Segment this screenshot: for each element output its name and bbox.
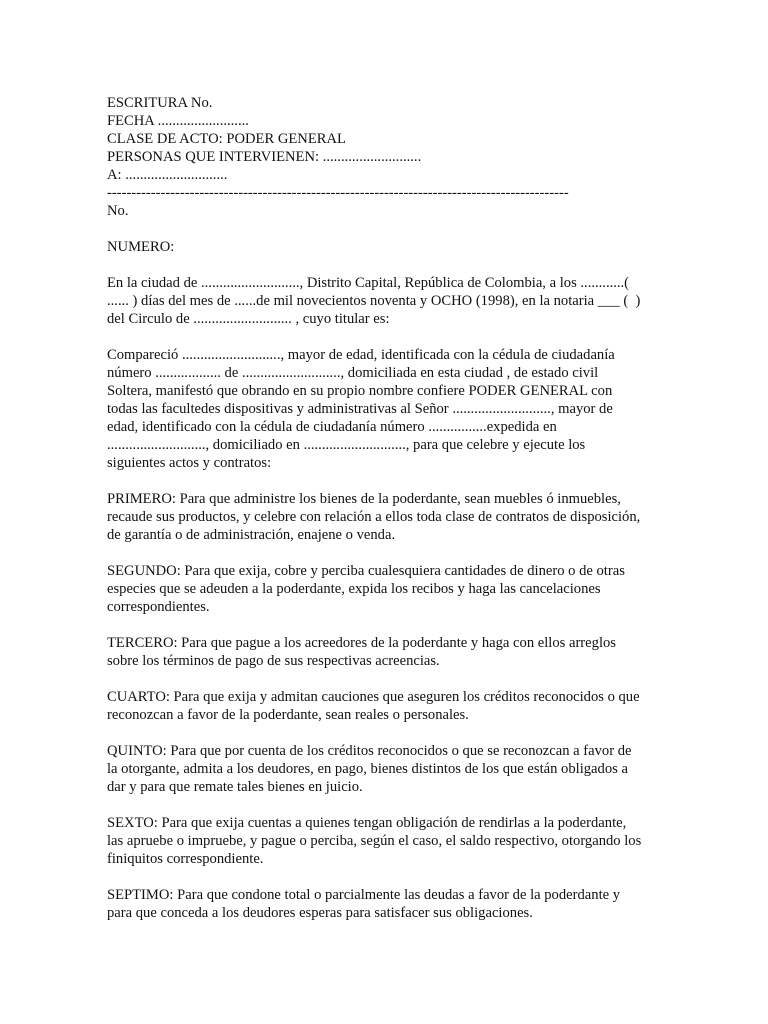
paragraph-line: dar y para que remate tales bienes en juicio.	[107, 779, 363, 795]
paragraph-line: número .................. de ..........................., domiciliada en esta ciudad , de estado civil	[107, 365, 599, 381]
paragraph-line: Soltera, manifestó que obrando en su propio nombre confiere PODER GENERAL con	[107, 383, 613, 399]
personas-line: PERSONAS QUE INTERVIENEN: ...........................	[107, 149, 422, 165]
spacer	[107, 220, 667, 238]
paragraph-line: sobre los términos de pago de sus respectivas acreencias.	[107, 653, 440, 669]
document-page	[107, 94, 667, 940]
paragraph-line: especies que se adeuden a la poderdante, expida los recibos y haga las cancelaciones	[107, 581, 601, 597]
paragraph-comparecio	[107, 346, 667, 472]
separator-line: -----------------------------------------------------------------------------------------------	[107, 185, 569, 201]
paragraph-line: ...... ) días del mes de ......de mil novecientos noventa y OCHO (1998), en la notaria ___ ( )	[107, 293, 641, 309]
a-line: A: ............................	[107, 167, 228, 183]
paragraph-line: SEXTO: Para que exija cuentas a quienes tengan obligación de rendirlas a la poderdante,	[107, 815, 627, 831]
clause-cuarto	[107, 688, 667, 724]
fecha-line: FECHA .........................	[107, 113, 249, 129]
paragraph-line: reconozcan a favor de la poderdante, sean reales o personales.	[107, 707, 469, 723]
paragraph-line: SEPTIMO: Para que condone total o parcialmente las deudas a favor de la poderdante y	[107, 887, 621, 903]
paragraph-line: ..........................., domiciliado en ............................, para que celebre y ejecute los	[107, 437, 586, 453]
clause-quinto	[107, 742, 667, 796]
numero-heading	[107, 238, 667, 256]
clause-tercero	[107, 634, 667, 670]
paragraph-line: la otorgante, admita a los deudores, en pago, bienes distintos de los que están obligados a	[107, 761, 628, 777]
paragraph-line: del Circulo de ........................... , cuyo titular es:	[107, 311, 390, 327]
paragraph-line: CUARTO: Para que exija y admitan cauciones que aseguren los créditos reconocidos o que	[107, 689, 640, 705]
paragraph-line: edad, identificado con la cédula de ciudadanía número ................expedida en	[107, 419, 557, 435]
document-header	[107, 94, 667, 220]
paragraph-line: las apruebe o impruebe, y pague o perciba, según el caso, el saldo respectivo, otorgando los	[107, 833, 642, 849]
paragraph-line: Compareció ..........................., mayor de edad, identificada con la cédula de ciudadanía	[107, 347, 615, 363]
paragraph-line: siguientes actos y contratos:	[107, 455, 272, 471]
paragraph-line: QUINTO: Para que por cuenta de los créditos reconocidos o que se reconozcan a favor de	[107, 743, 632, 759]
paragraph-line: TERCERO: Para que pague a los acreedores de la poderdante y haga con ellos arreglos	[107, 635, 616, 651]
escritura-line: ESCRITURA No.	[107, 95, 213, 111]
paragraph-opening	[107, 274, 667, 328]
paragraph-line: recaude sus productos, y celebre con relación a ellos toda clase de contratos de disposición,	[107, 509, 641, 525]
numero-label: NUMERO:	[107, 239, 175, 255]
paragraph-line: finiquitos correspondiente.	[107, 851, 264, 867]
clause-sexto	[107, 814, 667, 868]
paragraph-line: todas las facultedes dispositivas y administrativas al Señor ..........................., mayor de	[107, 401, 613, 417]
clause-segundo	[107, 562, 667, 616]
paragraph-line: En la ciudad de ..........................., Distrito Capital, República de Colombia, a los ............(	[107, 275, 630, 291]
clase-de-acto-line: CLASE DE ACTO: PODER GENERAL	[107, 131, 346, 147]
no-line: No.	[107, 203, 129, 219]
paragraph-line: correspondientes.	[107, 599, 210, 615]
clause-primero	[107, 490, 667, 544]
paragraph-line: SEGUNDO: Para que exija, cobre y perciba cualesquiera cantidades de dinero o de otras	[107, 563, 625, 579]
clause-septimo	[107, 886, 667, 922]
paragraph-line: de garantía o de administración, enajene o venda.	[107, 527, 396, 543]
paragraph-line: para que conceda a los deudores esperas para satisfacer sus obligaciones.	[107, 905, 533, 921]
paragraph-line: PRIMERO: Para que administre los bienes de la poderdante, sean muebles ó inmuebles,	[107, 491, 621, 507]
